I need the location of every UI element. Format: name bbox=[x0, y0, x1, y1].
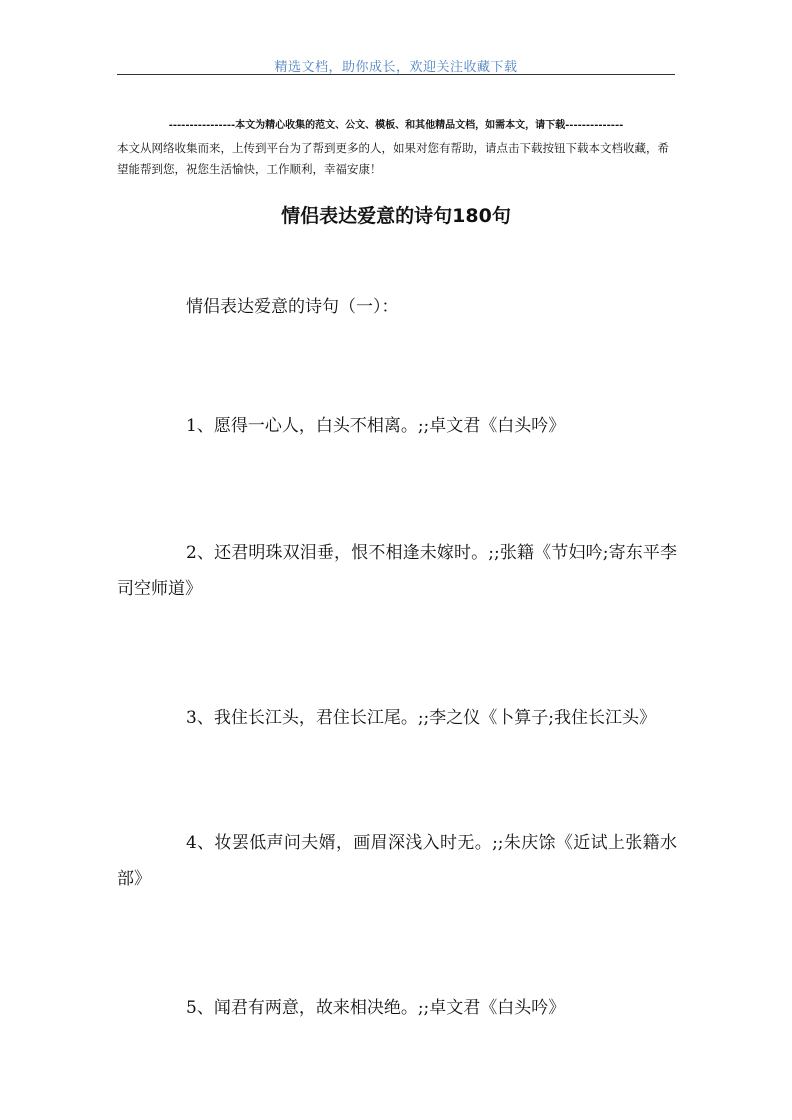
download-notice-line: ----------------本文为精心收集的范文、公文、模板、和其他精品文档，如需本文，请下载-------------- bbox=[168, 120, 624, 131]
header-divider bbox=[117, 74, 675, 75]
poem-item-3: 3、我住长江头，君住长江尾。;;李之仪《卜算子;我住长江头》 bbox=[186, 708, 656, 728]
poem-item-1: 1、愿得一心人，白头不相离。;;卓文君《白头吟》 bbox=[186, 416, 566, 436]
page-header-text: 精选文档，助你成长，欢迎关注收藏下载 bbox=[274, 60, 518, 75]
poem-item-4: 4、妆罢低声问夫婿，画眉深浅入时无。;;朱庆馀《近试上张籍水部》 bbox=[117, 833, 677, 889]
poem-item-2: 2、还君明珠双泪垂，恨不相逢未嫁时。;;张籍《节妇吟;寄东平李司空师道》 bbox=[117, 543, 677, 599]
section-heading: 情侣表达爱意的诗句（一）： bbox=[186, 297, 399, 317]
poem-item-5: 5、闻君有两意，故来相决绝。;;卓文君《白头吟》 bbox=[186, 998, 566, 1018]
document-title: 情侣表达爱意的诗句180句 bbox=[281, 205, 511, 227]
intro-paragraph: 本文从网络收集而来，上传到平台为了帮到更多的人，如果对您有帮助，请点击下载按钮下载本文档收藏，希望能帮到您，祝您生活愉快，工作顺利，幸福安康！ bbox=[117, 141, 669, 176]
